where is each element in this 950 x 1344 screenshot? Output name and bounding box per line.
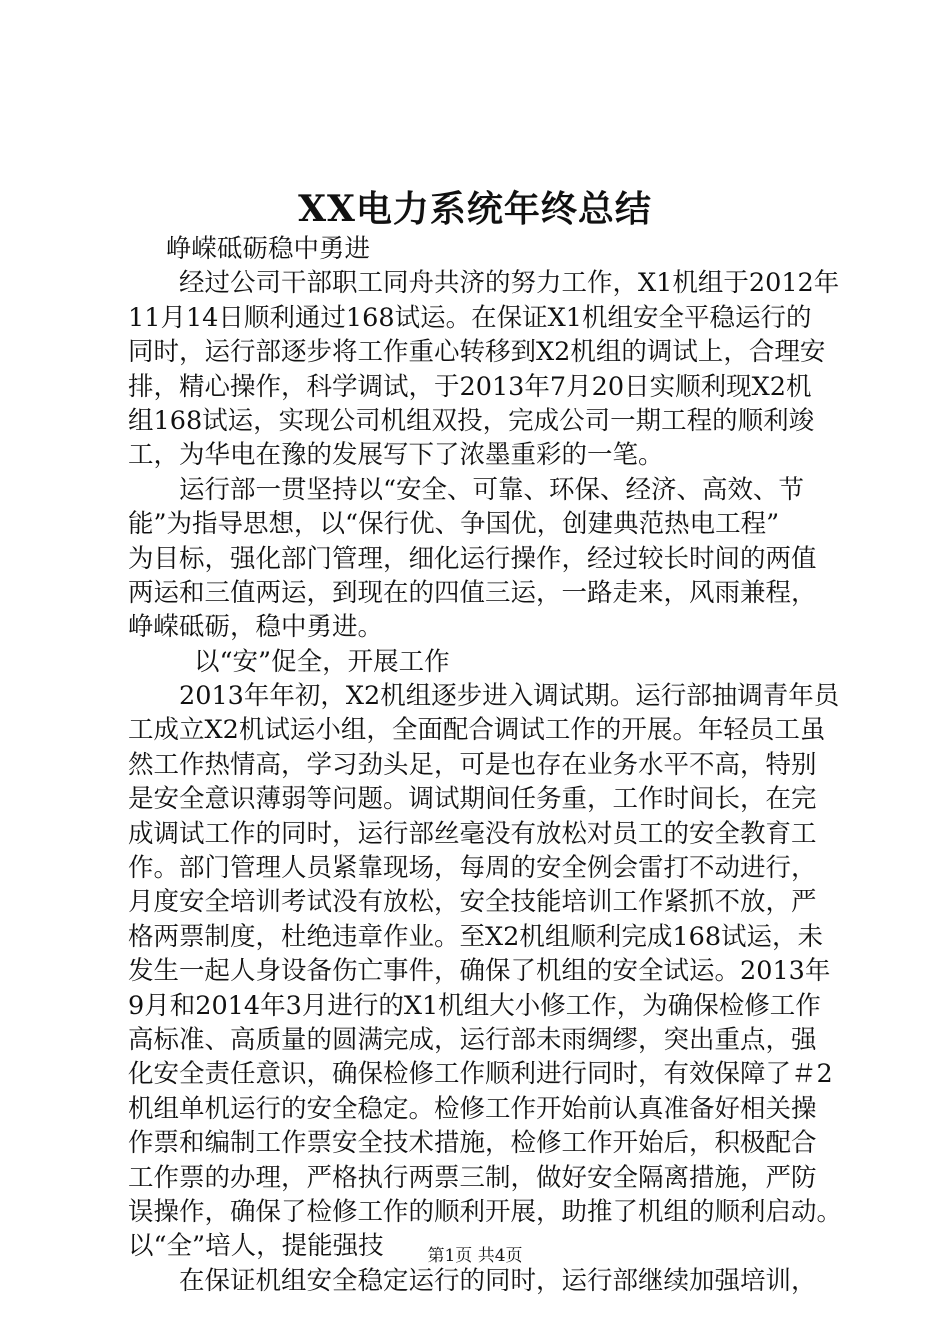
paragraph-line: 为目标，强化部门管理，细化运行操作，经过较长时间的两值 (128, 543, 817, 574)
paragraph-line: 两运和三值两运，到现在的四值三运，一路走来，风雨兼程， (128, 577, 817, 608)
paragraph-line: 格两票制度，杜绝违章作业。至X2机组顺利完成168试运，未 (128, 921, 824, 952)
paragraph-line: 成调试工作的同时，运行部丝毫没有放松对员工的安全教育工 (128, 818, 817, 849)
paragraph-line: 月度安全培训考试没有放松，安全技能培训工作紧抓不放，严 (128, 887, 817, 918)
paragraph-line: 误操作，确保了检修工作的顺利开展，助推了机组的顺利启动。 (128, 1196, 843, 1227)
paragraph-line: 峥嵘砥砺，稳中勇进。 (128, 612, 384, 643)
section-heading: 以“全”培人，提能强技 (128, 1231, 384, 1262)
paragraph-line: 高标准、高质量的圆满完成，运行部未雨绸缪，突出重点，强 (128, 1024, 817, 1055)
paragraph-line: 排，精心操作，科学调试，于2013年7月20日实顺利现X2机 (128, 371, 812, 402)
paragraph-line: 作。部门管理人员紧靠现场，每周的安全例会雷打不动进行， (128, 853, 817, 884)
paragraph-line: 发生一起人身设备伤亡事件，确保了机组的安全试运。2013年 (128, 956, 831, 987)
paragraph-line: 然工作热情高，学习劲头足，可是也存在业务水平不高，特别 (128, 749, 817, 780)
section-heading: 峥嵘砥砺稳中勇进 (166, 234, 371, 264)
paragraph-line: 2013年年初，X2机组逐步进入调试期。运行部抽调青年员 (179, 681, 840, 712)
paragraph-line: 是安全意识薄弱等问题。调试期间任务重，工作时间长，在完 (128, 784, 817, 815)
paragraph-line: 经过公司干部职工同舟共济的努力工作，X1机组于2012年 (179, 268, 840, 299)
paragraph-line: 组168试运，实现公司机组双投，完成公司一期工程的顺利竣 (128, 405, 815, 436)
paragraph-line: 在保证机组安全稳定运行的同时，运行部继续加强培训， (179, 1265, 817, 1296)
paragraph-line: 运行部一贯坚持以“安全、可靠、环保、经济、高效、节 (179, 474, 805, 505)
paragraph-line: 工成立X2机试运小组，全面配合调试工作的开展。年轻员工虽 (128, 715, 826, 746)
paragraph-line: 能”为指导思想，以“保行优、争国优，创建典范热电工程” (128, 509, 780, 540)
document-title: XX电力系统年终总结 (298, 188, 652, 230)
paragraph-line: 9月和2014年3月进行的X1机组大小修工作，为确保检修工作 (128, 990, 821, 1021)
section-heading: 以“安”促全，开展工作 (194, 646, 450, 677)
page-footer: 第1页 共4页 (427, 1246, 523, 1266)
paragraph-line: 机组单机运行的安全稳定。检修工作开始前认真准备好相关操 (128, 1093, 817, 1124)
paragraph-line: 工作票的办理，严格执行两票三制，做好安全隔离措施，严防 (128, 1162, 817, 1193)
paragraph-line: 11月14日顺利通过168试运。在保证X1机组安全平稳运行的 (128, 302, 812, 333)
paragraph-line: 同时，运行部逐步将工作重心转移到X2机组的调试上，合理安 (128, 337, 826, 368)
paragraph-line: 作票和编制工作票安全技术措施，检修工作开始后，积极配合 (128, 1128, 817, 1159)
paragraph-line: 化安全责任意识，确保检修工作顺利进行同时，有效保障了＃2 (128, 1059, 833, 1090)
document-body (128, 232, 848, 1298)
paragraph-line: 工，为华电在豫的发展写下了浓墨重彩的一笔。 (128, 440, 664, 471)
